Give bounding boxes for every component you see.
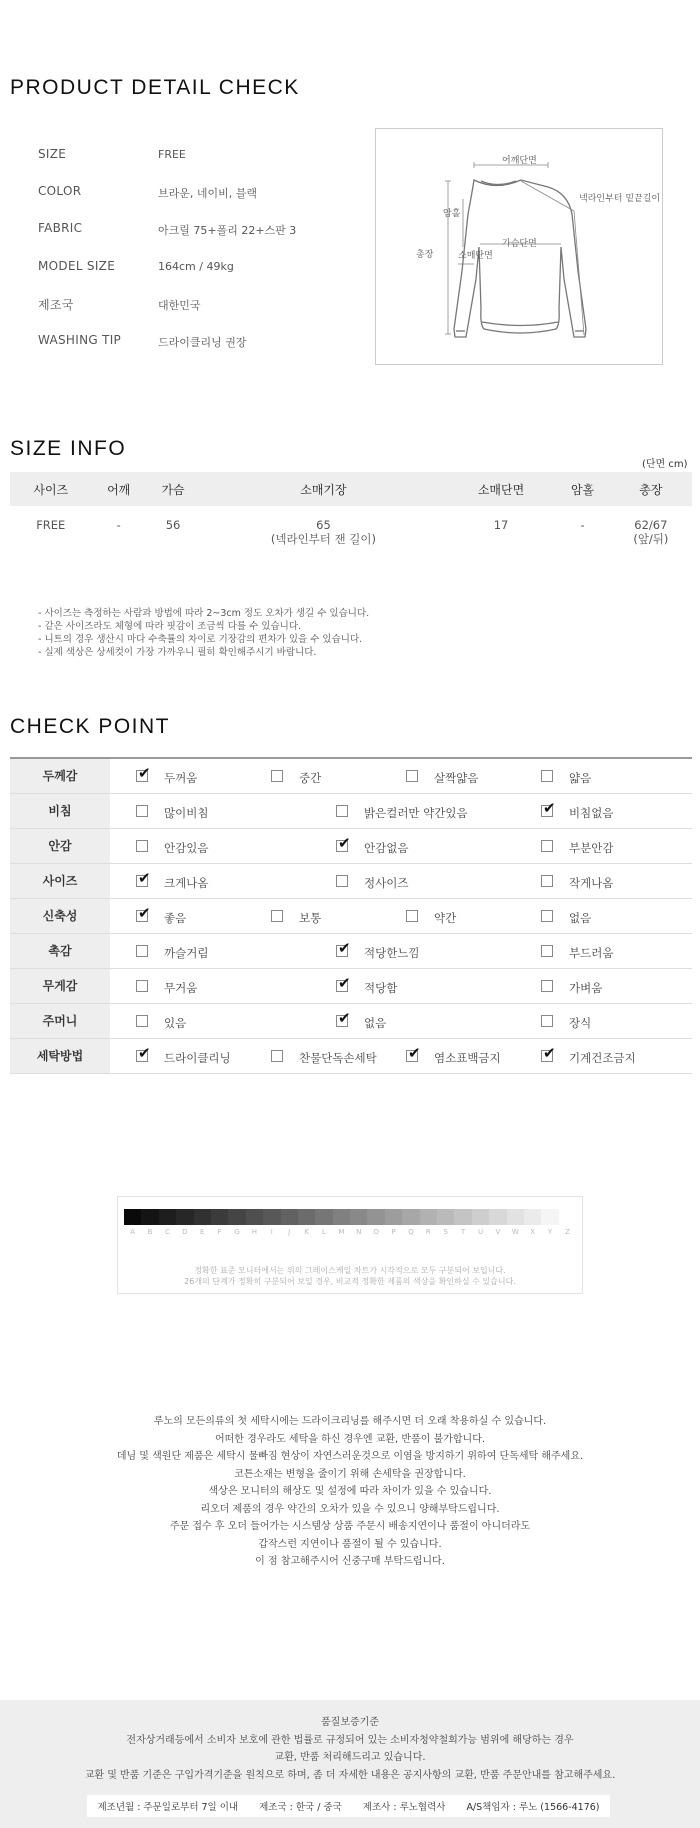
check-options [110, 1038, 692, 1073]
checkbox[interactable] [541, 945, 553, 957]
grayscale-step [402, 1209, 419, 1225]
grayscale-step [350, 1209, 367, 1225]
checkmark-icon: ✔ [138, 1043, 151, 1062]
checkmark-icon: ✔ [338, 833, 351, 852]
checkbox[interactable] [541, 798, 556, 817]
check-row [10, 1038, 692, 1073]
check-category: 사이즈 [10, 863, 110, 898]
size-notes [38, 607, 369, 659]
grayscale-letter: K [304, 1228, 309, 1236]
checkmark-icon: ✔ [543, 1043, 556, 1062]
care-line: 이 점 참고해주시어 신중구매 부탁드립니다. [255, 1556, 445, 1567]
note-line: - 사이즈는 측정하는 사람과 방법에 따라 2~3cm 정도 오차가 생길 수 있습니다. [38, 608, 370, 619]
grayscale-letter: Y [547, 1228, 553, 1236]
grayscale-letter: X [530, 1228, 536, 1236]
grayscale-letter: N [356, 1228, 362, 1236]
check-row [10, 758, 692, 793]
size-cell: 56 [165, 518, 181, 532]
option-label: 중간 [299, 771, 322, 785]
grayscale-step [159, 1209, 176, 1225]
grayscale-step [194, 1209, 211, 1225]
checkbox[interactable] [541, 910, 553, 922]
checkbox[interactable] [541, 980, 553, 992]
label-shoulder: 어깨단면 [502, 156, 537, 166]
check-row [10, 1003, 692, 1038]
checkbox[interactable] [136, 868, 151, 887]
footer-line: 교환, 반품 처리해드리고 있습니다. [274, 1752, 426, 1763]
grayscale-letter: I [270, 1228, 273, 1236]
option-label: 까슬거림 [164, 945, 209, 960]
grayscale-step [228, 1209, 245, 1225]
grayscale-step [141, 1209, 158, 1225]
care-instructions [0, 1413, 700, 1571]
option-label: 염소표백금지 [434, 1050, 501, 1065]
label-length: 총장 [416, 250, 434, 260]
spec-value-size: FREE [158, 148, 186, 161]
option-label: 부드러움 [569, 945, 614, 960]
size-cell: - [580, 518, 585, 532]
checkmark-icon: ✔ [138, 868, 151, 887]
checkbox[interactable] [136, 764, 151, 782]
grayscale-step [524, 1209, 541, 1225]
option-label: 비침없음 [569, 805, 614, 820]
check-category: 안감 [10, 828, 110, 863]
size-cell: 65 (넥라인부터 잰 길이) [270, 518, 377, 546]
checkbox[interactable] [541, 770, 553, 782]
check-row [10, 933, 692, 968]
checkbox[interactable] [336, 1008, 351, 1027]
care-line: 갑작스런 지연이나 품절이 될 수 있습니다. [258, 1538, 442, 1550]
grayscale-letter: A [130, 1228, 136, 1236]
check-options [110, 863, 692, 898]
option-label: 보통 [299, 910, 322, 925]
option-label: 좋음 [164, 910, 187, 925]
spec-value-origin: 대한민국 [158, 299, 201, 312]
note-line: - 같은 사이즈라도 체형에 따라 핏감이 조금씩 다를 수 있습니다. [38, 621, 302, 632]
checkbox[interactable] [406, 770, 418, 782]
care-line: 코튼소재는 변형을 줄이기 위해 손세탁을 권장합니다. [234, 1468, 466, 1480]
info-manufacture-date: 제조년월 : 주문일로부터 7일 이내 [97, 1802, 239, 1813]
grayscale-step [454, 1209, 471, 1225]
option-label: 많이비침 [164, 805, 209, 820]
grayscale-note-1: 정확한 표준 모니터에서는 위의 그레이스케일 차트가 시각적으로 모두 구분되어 보입니다. [194, 1266, 506, 1275]
check-options [110, 793, 692, 828]
grayscale-letter: U [477, 1228, 484, 1236]
check-row [10, 793, 692, 828]
check-category: 주머니 [10, 1003, 110, 1038]
grayscale-step [246, 1209, 263, 1225]
care-line: 주문 접수 후 오더 들어가는 시스템상 상품 주문시 배송지연이나 품절이 아니더라도 [169, 1521, 531, 1532]
grayscale-step [315, 1209, 332, 1225]
grayscale-letter: W [511, 1228, 519, 1236]
check-row [10, 828, 692, 863]
check-options [110, 968, 692, 1003]
option-label: 적당한느낌 [364, 945, 420, 960]
checkbox[interactable] [136, 840, 148, 852]
option-label: 찬물단독손세탁 [299, 1050, 377, 1065]
grayscale-letter: S [443, 1228, 448, 1236]
option-label: 작게나옴 [569, 875, 614, 890]
size-table [10, 472, 692, 566]
option-label: 정사이즈 [364, 875, 409, 890]
footer-line: 전자상거래등에서 소비자 보호에 관한 법률로 규정되어 있는 소비자청약철회가능 범위에 해당하는 경우 [126, 1734, 574, 1746]
grayscale-step [541, 1209, 558, 1225]
grayscale-letter: H [251, 1228, 258, 1236]
grayscale-note-2: 26개의 단계가 정확히 구분되어 보일 경우, 비교적 정확한 제품의 색상을 확인하실 수 있습니다. [184, 1277, 516, 1286]
size-header: 총장 [610, 472, 692, 506]
option-label: 안감있음 [164, 840, 209, 855]
grayscale-step [559, 1209, 576, 1225]
grayscale-letter: M [338, 1228, 345, 1236]
label-armhole: 암홀 [443, 209, 461, 219]
note-line: - 실제 색상은 상세컷이 가장 가까우니 필히 확인해주시기 바랍니다. [38, 647, 317, 658]
grayscale-step [124, 1209, 141, 1225]
checkbox[interactable] [541, 875, 553, 887]
checkmark-icon: ✔ [338, 973, 351, 992]
checkbox[interactable] [271, 770, 283, 782]
checkbox[interactable] [136, 903, 151, 922]
grayscale-letter: G [234, 1228, 240, 1236]
grayscale-letter: J [288, 1228, 291, 1236]
grayscale-step [472, 1209, 489, 1225]
grayscale-letter: D [182, 1228, 188, 1236]
grayscale-letter: C [165, 1228, 170, 1236]
checkbox[interactable] [541, 1043, 556, 1062]
checkmark-icon: ✔ [543, 798, 556, 817]
spec-value-fabric: 아크릴 75+폴리 22+스판 3 [158, 224, 297, 237]
option-label: 드라이클리닝 [164, 1050, 231, 1065]
option-label: 크게나옴 [164, 875, 209, 890]
check-category: 신축성 [10, 898, 110, 933]
option-label: 기계건조금지 [569, 1050, 636, 1065]
option-label: 두꺼움 [164, 771, 198, 785]
label-chest: 가슴단면 [502, 239, 537, 249]
grayscale-step [507, 1209, 524, 1225]
option-label: 무거움 [164, 980, 198, 995]
grayscale-step [211, 1209, 228, 1225]
care-line: 리오더 제품의 경우 약간의 오차가 있을 수 있으니 양해부탁드립니다. [200, 1503, 500, 1515]
check-point-table [10, 757, 692, 1074]
checkbox[interactable] [541, 840, 553, 852]
spec-label-origin: 제조국 [38, 298, 74, 312]
check-category: 촉감 [10, 933, 110, 968]
option-label: 적당함 [364, 980, 398, 995]
option-label: 밝은컬러만 약간있음 [364, 805, 468, 820]
checkbox[interactable] [136, 1043, 151, 1062]
size-header: 암홀 [555, 472, 609, 506]
checkbox[interactable] [136, 980, 148, 992]
size-info-title: SIZE INFO [10, 437, 127, 460]
checkbox[interactable] [406, 1043, 421, 1062]
check-category: 무게감 [10, 968, 110, 1003]
check-category: 비침 [10, 793, 110, 828]
size-unit: (단면 cm) [642, 459, 688, 470]
grayscale-letters [124, 1228, 576, 1236]
spec-label-model-size: MODEL SIZE [38, 259, 116, 273]
grayscale-step [281, 1209, 298, 1225]
checkmark-icon: ✔ [408, 1043, 421, 1062]
spec-label-fabric: FABRIC [38, 221, 83, 235]
label-neck-sleeve: 넥라인부터 밑끝길이 [579, 194, 661, 204]
grayscale-step [367, 1209, 384, 1225]
label-sleeve-width: 소매단면 [458, 251, 493, 261]
check-options [110, 1003, 692, 1038]
checkbox[interactable] [406, 910, 418, 922]
size-cell: - [116, 518, 121, 532]
check-row [10, 863, 692, 898]
size-cell: FREE [36, 518, 66, 532]
care-line: 색상은 모니터의 해상도 및 설정에 따라 차이가 있을 수 있습니다. [208, 1486, 492, 1497]
checkbox[interactable] [136, 1015, 148, 1027]
care-line: 루노의 모든의류의 첫 세탁시에는 드라이크리닝를 해주시면 더 오래 착용하실 수 있습니다. [153, 1416, 547, 1427]
check-options [110, 758, 692, 793]
footer-line: 교환 및 반품 기준은 구입가격기준을 원칙으로 하며, 좀 더 자세한 내용은 공지사항의 교환, 반품 주문안내를 참고해주세요. [84, 1769, 616, 1781]
grayscale-letter: E [200, 1228, 205, 1236]
size-header: 소매단면 [447, 472, 556, 506]
checkmark-icon: ✔ [338, 938, 351, 957]
footer-text [0, 1714, 700, 1784]
checkbox[interactable] [541, 1015, 553, 1027]
check-row [10, 968, 692, 1003]
option-label: 없음 [364, 1015, 387, 1030]
grayscale-step [385, 1209, 402, 1225]
option-label: 가벼움 [569, 980, 603, 995]
grayscale-letter: Q [408, 1228, 414, 1236]
grayscale-letter: T [460, 1228, 466, 1236]
check-row [10, 898, 692, 933]
info-as-contact: A/S책임자 : 루노 (1566-4176) [466, 1802, 600, 1813]
checkbox[interactable] [271, 910, 283, 922]
size-cell: 17 [493, 518, 509, 532]
option-label: 장식 [569, 1015, 592, 1030]
grayscale-letter: O [373, 1228, 379, 1236]
checkbox[interactable] [136, 945, 148, 957]
grayscale-step [298, 1209, 315, 1225]
footer-heading: 품질보증기준 [321, 1717, 379, 1728]
size-header: 사이즈 [10, 472, 92, 506]
option-label: 살짝얇음 [434, 771, 479, 785]
spec-label-washing-tip: WASHING TIP [38, 333, 122, 347]
info-manufacturer: 제조사 : 루노협력사 [362, 1802, 446, 1813]
checkbox[interactable] [336, 973, 351, 992]
grayscale-letter: F [217, 1228, 222, 1236]
checkbox[interactable] [336, 805, 348, 817]
checkbox[interactable] [336, 938, 351, 957]
check-options [110, 828, 692, 863]
grayscale-bar [124, 1209, 576, 1225]
size-header: 어깨 [92, 472, 146, 506]
checkbox[interactable] [336, 833, 351, 852]
measurement-diagram [375, 128, 663, 365]
care-line: 데님 및 색원단 제품은 세탁시 물빠짐 현상이 자연스러운것으로 이염을 방지하기 위하여 단독세탁 해주세요. [116, 1451, 584, 1462]
option-label: 얇음 [569, 771, 592, 785]
footer-info-bar [87, 1795, 610, 1817]
table-row [10, 506, 692, 566]
spec-label-size: SIZE [38, 147, 67, 161]
spec-label-color: COLOR [38, 184, 82, 198]
option-label: 없음 [569, 910, 592, 925]
checkbox[interactable] [336, 875, 348, 887]
checkbox[interactable] [271, 1050, 283, 1062]
note-line: - 니트의 경우 생산시 마다 수축률의 차이로 기장감의 편차가 있을 수 있습니다. [38, 634, 363, 645]
option-label: 있음 [164, 1015, 187, 1030]
checkbox[interactable] [136, 805, 148, 817]
grayscale-step [176, 1209, 193, 1225]
check-point-title: CHECK POINT [10, 715, 171, 738]
grayscale-chart [117, 1196, 583, 1294]
size-cell: 62/67 (앞/뒤) [633, 518, 669, 546]
check-category: 두께감 [10, 758, 110, 793]
size-header: 소매기장 [200, 472, 446, 506]
size-header: 가슴 [146, 472, 200, 506]
grayscale-step [489, 1209, 506, 1225]
check-options [110, 898, 692, 933]
checkmark-icon: ✔ [138, 764, 151, 782]
grayscale-letter: R [425, 1228, 431, 1236]
care-line: 어떠한 경우라도 세탁을 하신 경우엔 교환, 반품이 불가합니다. [214, 1433, 486, 1445]
option-label: 부분안감 [569, 840, 614, 855]
checkmark-icon: ✔ [138, 903, 151, 922]
grayscale-step [420, 1209, 437, 1225]
spec-value-color: 브라운, 네이비, 블랙 [158, 187, 257, 200]
quality-footer [0, 1700, 700, 1828]
info-country: 제조국 : 한국 / 중국 [259, 1802, 342, 1813]
checkmark-icon: ✔ [338, 1008, 351, 1027]
spec-value-washing-tip: 드라이클리닝 권장 [158, 336, 247, 349]
grayscale-step [333, 1209, 350, 1225]
grayscale-letter: V [495, 1228, 501, 1236]
grayscale-letter: L [322, 1228, 326, 1236]
grayscale-step [437, 1209, 454, 1225]
product-detail-title: PRODUCT DETAIL CHECK [10, 76, 300, 99]
grayscale-letter: P [391, 1228, 396, 1236]
grayscale-letter: Z [565, 1228, 570, 1236]
check-category: 세탁방법 [10, 1038, 110, 1073]
grayscale-letter: B [147, 1228, 153, 1236]
option-label: 약간 [434, 910, 457, 925]
grayscale-step [263, 1209, 280, 1225]
spec-value-model-size: 164cm / 49kg [158, 260, 234, 273]
check-options [110, 933, 692, 968]
option-label: 안감없음 [364, 840, 409, 855]
